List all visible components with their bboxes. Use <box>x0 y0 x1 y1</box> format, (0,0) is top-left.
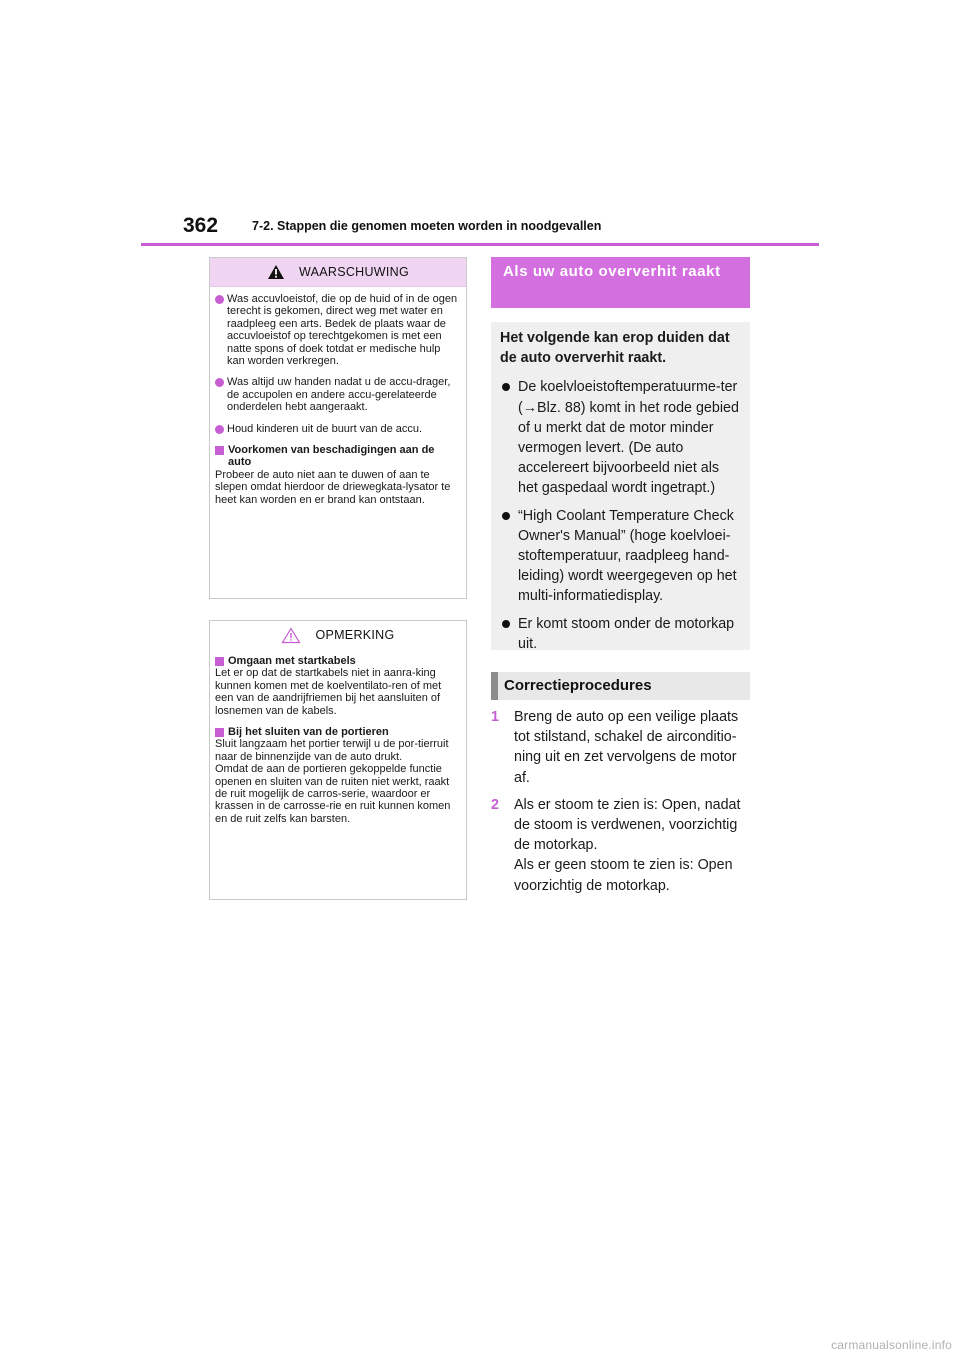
warning-bullet-text: Houd kinderen uit de buurt van de accu. <box>227 422 423 435</box>
warning-bullet <box>215 293 458 367</box>
correction-steps <box>491 707 750 903</box>
step-text <box>514 795 750 896</box>
symptom-text: Er komt stoom onder de motorkap uit. <box>518 615 735 652</box>
correction-heading: Correctieprocedures <box>491 672 750 700</box>
caution-triangle-icon <box>281 627 301 644</box>
watermark-logo[interactable]: carmanualsonline.info <box>831 1338 952 1352</box>
warning-bullet-text: Was altijd uw handen nadat u de accu-drager, de accupolen en andere accu-gerelateerde onderdelen hebt aangeraakt. <box>227 376 451 414</box>
note-body: Let er op dat de startkabels niet in aanra-king kunnen komen met de koelventilato-ren of met een van de aandrijfriemen bij het aansluiten of losnemen van de kabels. <box>215 667 442 717</box>
square-bullet-icon <box>215 446 224 455</box>
square-bullet-icon <box>215 657 224 666</box>
step-item <box>491 707 750 788</box>
warning-body: Probeer de auto niet aan te duwen of aan te slepen omdat hierdoor de driewegkata-lysator te heet kan worden en er brand kan ontstaan. <box>215 468 451 506</box>
header-rule <box>141 243 819 246</box>
overheat-heading: Als uw auto oververhit raakt <box>491 257 750 308</box>
warning-title: WAARSCHUWING <box>298 265 410 279</box>
step-text-line: Als er stoom te zien is: Open, nadat de stoom is verdwenen, voorzichtig de motorkap. <box>514 796 741 854</box>
warning-bullet <box>215 423 458 435</box>
symptom-item <box>500 506 740 607</box>
note-body: Sluit langzaam het portier terwijl u de por-tierruit naar de binnenzijde van de auto drukt. <box>215 738 449 763</box>
warning-bullet <box>215 376 458 413</box>
bullet-dot-icon <box>502 512 510 520</box>
symptom-intro: Het volgende kan erop duiden dat de auto oververhit raakt. <box>500 330 730 367</box>
symptom-item <box>500 614 740 654</box>
warning-bullet-text: Was accuvloeistof, die op de huid of in de ogen terecht is gekomen, direct weg met water en raadpleeg een arts. Bedek de plaats waar de accuvloeistof op terechtgekomen is met een natte spons of doek totdat er medische hulp kan worden verkregen. <box>227 293 458 368</box>
step-number: 2 <box>491 796 499 813</box>
note-body: Omdat de aan de portieren gekoppelde functie openen en sluiten van de ruiten niet werkt, raakt de ruit mogelijk de carros-serie, waardoor er krassen in de carrosse-rie en ruit kunnen komen en de ruit zelfs kan barsten. <box>215 763 451 825</box>
symptom-item <box>500 377 740 498</box>
note-subhead-text: Bij het sluiten van de portieren <box>228 726 389 739</box>
step-text: Breng de auto op een veilige plaats tot stilstand, schakel de airconditio-ning uit en zet vervolgens de motor af. <box>514 709 739 786</box>
symptom-box <box>491 322 750 650</box>
step-number: 1 <box>491 709 499 725</box>
note-header <box>210 621 466 649</box>
warning-triangle-icon <box>267 264 285 280</box>
page-number: 362 <box>183 214 219 237</box>
step-item <box>491 795 750 896</box>
note-subhead-text: Omgaan met startkabels <box>228 655 356 667</box>
step-text-line: Als er geen stoom te zien is: Open voorzichtig de motorkap. <box>514 857 733 894</box>
warning-header <box>210 258 466 287</box>
warning-box <box>209 257 467 599</box>
note-title: OPMERKING <box>315 628 395 642</box>
warning-subhead-text: Voorkomen van beschadigingen aan de auto <box>228 444 435 469</box>
warning-subhead <box>215 444 458 469</box>
bullet-dot-icon <box>215 295 224 304</box>
note-box <box>209 620 467 900</box>
bullet-dot-icon <box>215 425 224 434</box>
symptom-text: De koelvloeistoftemperatuurme-ter (→Blz. 88) komt in het rode gebied of u merkt dat de motor minder vermogen levert. (De auto accelereert bijvoorbeeld niet als het gaspedaal wordt ingetrapt.) <box>518 379 739 497</box>
bullet-dot-icon <box>215 378 224 387</box>
square-bullet-icon <box>215 728 224 737</box>
bullet-dot-icon <box>502 383 510 391</box>
symptom-text: “High Coolant Temperature Check Owner's Manual” (hoge koelvloei-stoftemperatuur, raadpleeg hand-leiding) wordt weergegeven op het multi-informatiedisplay. <box>518 507 737 605</box>
running-header: 7-2. Stappen die genomen moeten worden in noodgevallen <box>252 219 602 233</box>
note-subhead <box>215 655 458 667</box>
bullet-dot-icon <box>502 620 510 628</box>
note-subhead <box>215 726 458 738</box>
